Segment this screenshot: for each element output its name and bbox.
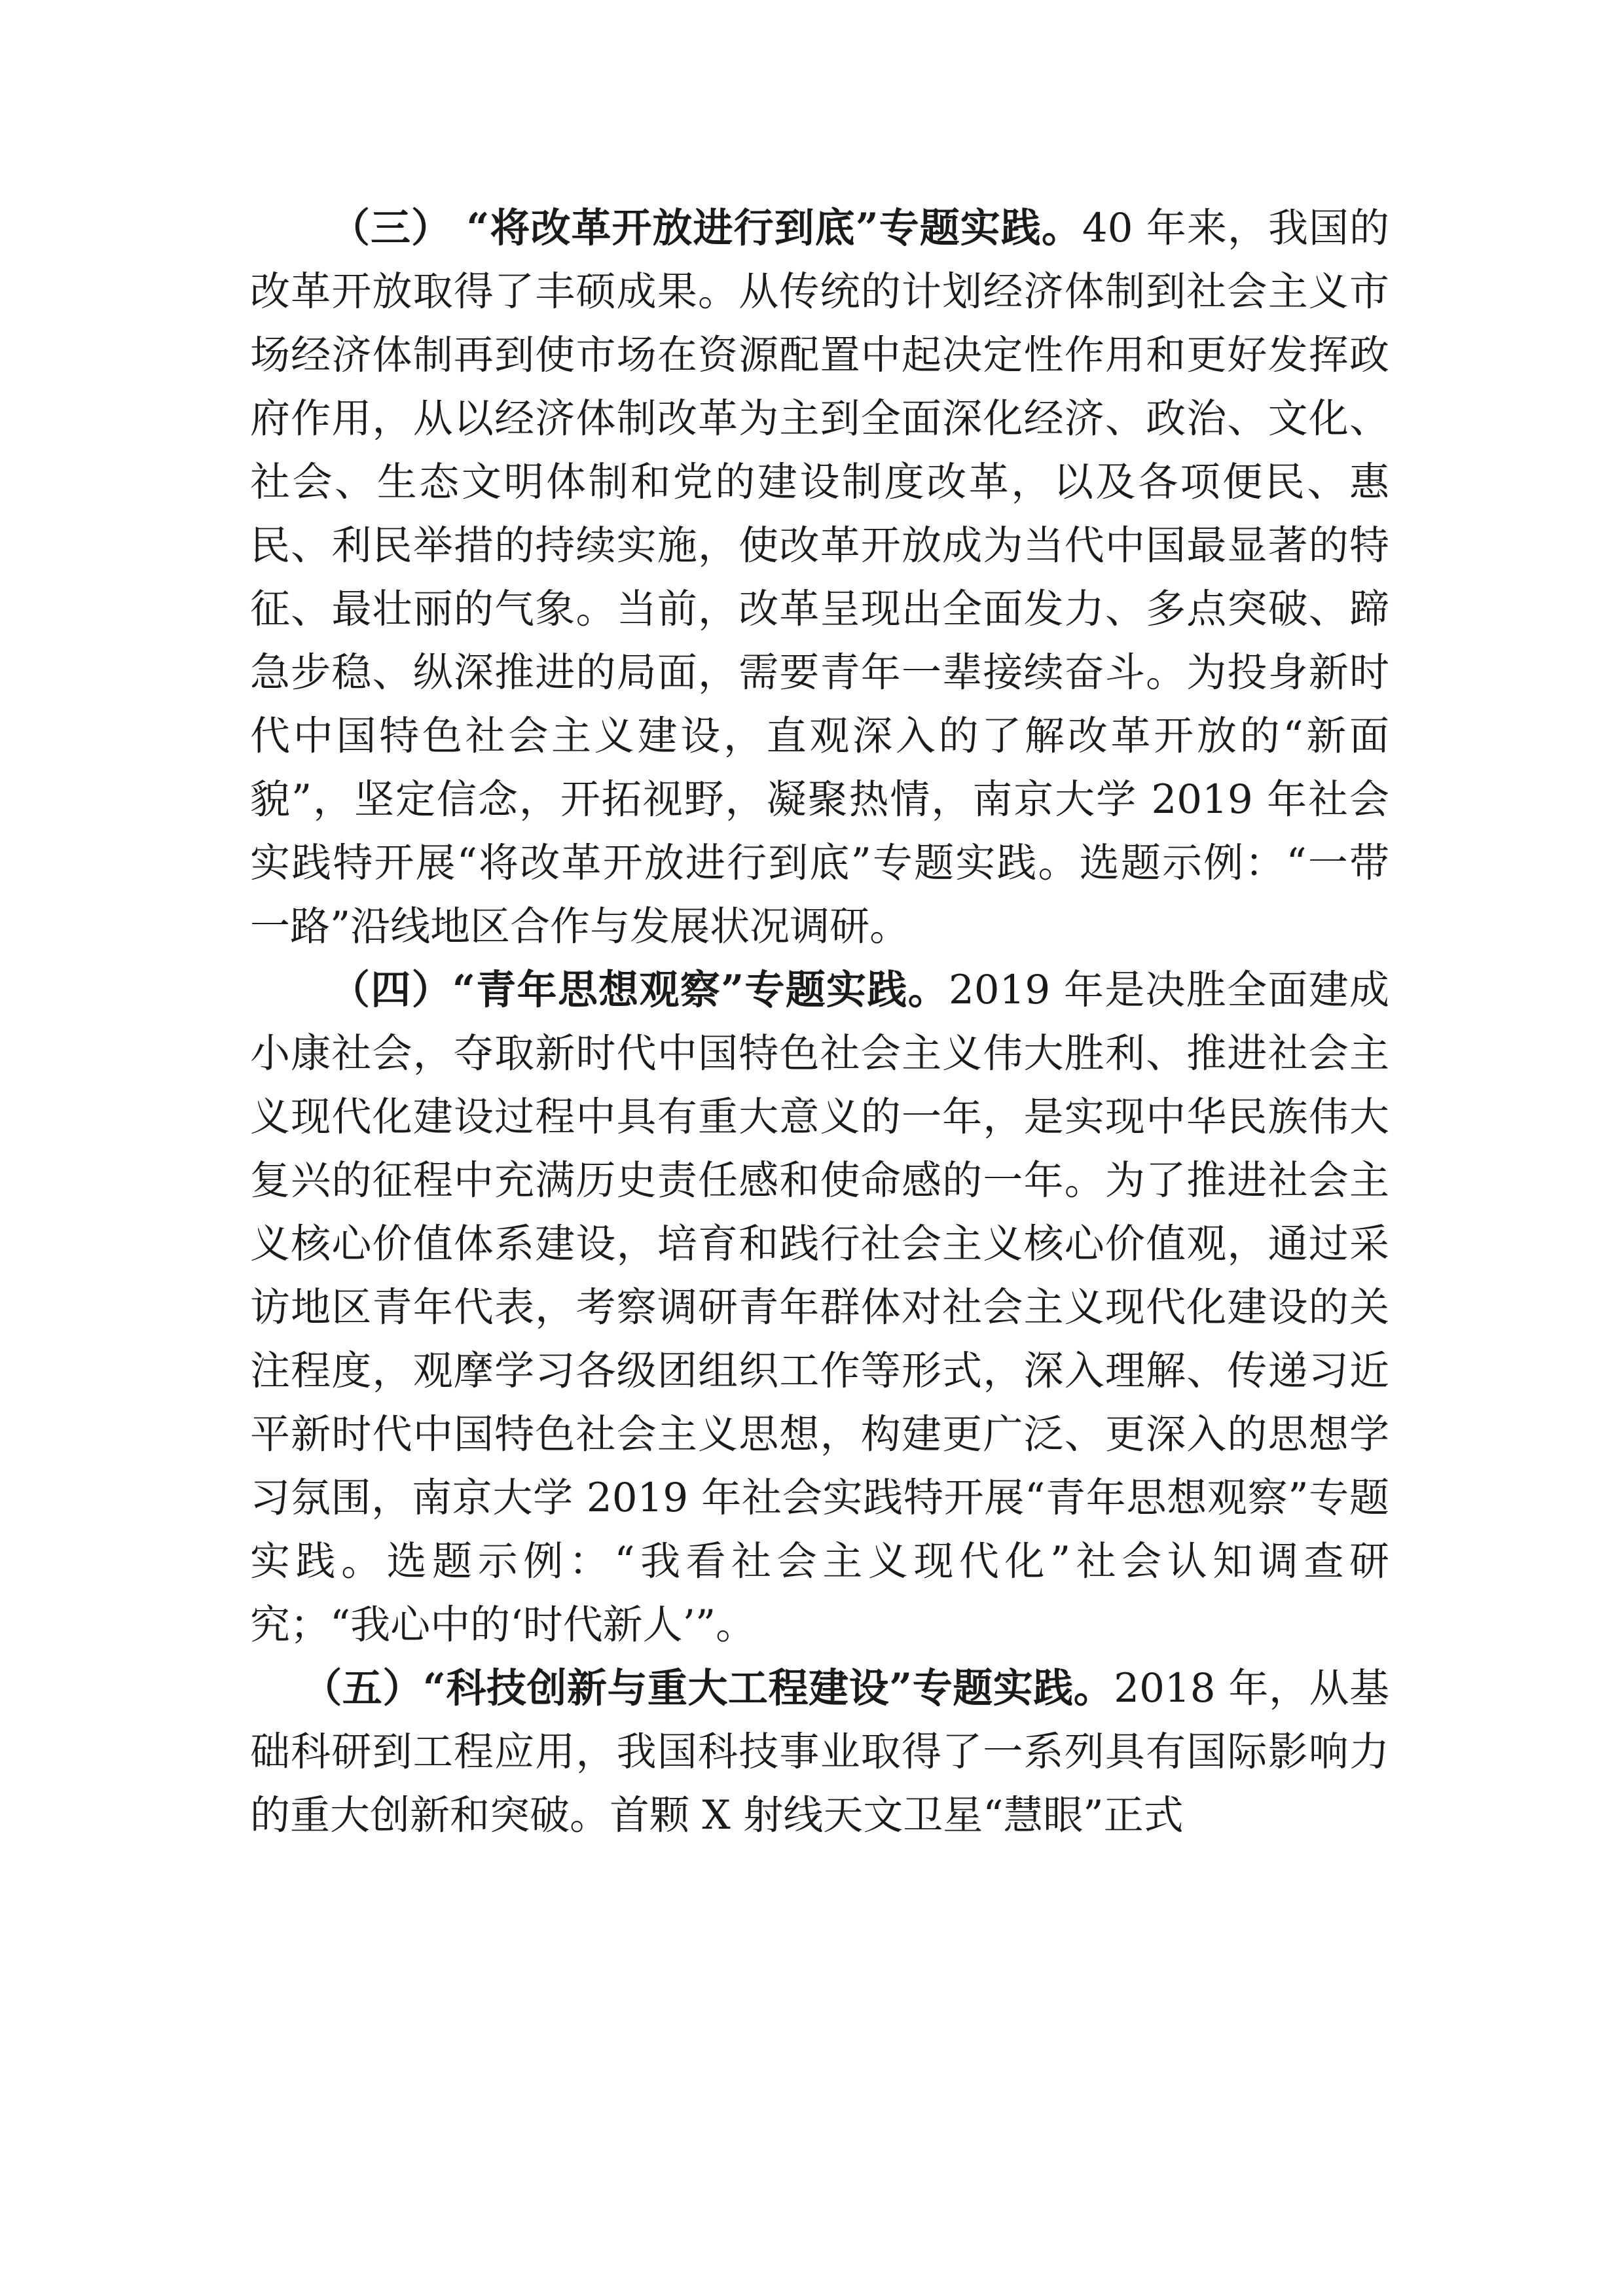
section-3-heading: （三） “将改革开放进行到底”专题实践。 bbox=[330, 205, 1082, 251]
section-4-heading: （四）“青年思想观察”专题实践。 bbox=[330, 967, 949, 1013]
section-5-paragraph bbox=[250, 1657, 1389, 1847]
section-3-paragraph bbox=[250, 196, 1389, 958]
document-page bbox=[250, 196, 1389, 1847]
section-3-body: 40 年来，我国的改革开放取得了丰硕成果。从传统的计划经济体制到社会主义市场经济体制再到使市场在资源配置中起决定性作用和更好发挥政府作用，从以经济体制改革为主到全面深化经济、政治、文化、社会、生态文明体制和党的建设制度改革，以及各项便民、惠民、利民举措的持续实施，使改革开放成为当代中国最显著的特征、最壮丽的气象。当前，改革呈现出全面发力、多点突破、蹄急步稳、纵深推进的局面，需要青年一辈接续奋斗。为投身新时代中国特色社会主义建设，直观深入的了解改革开放的“新面貌”，坚定信念，开拓视野，凝聚热情，南京大学 2019 年社会实践特开展“将改革开放进行到底”专题实践。选题示例：“一带一路”沿线地区合作与发展状况调研。 bbox=[250, 205, 1390, 950]
section-4-body: 2019 年是决胜全面建成小康社会，夺取新时代中国特色社会主义伟大胜利、推进社会主义现代化建设过程中具有重大意义的一年，是实现中华民族伟大复兴的征程中充满历史责任感和使命感的一年。为了推进社会主义核心价值体系建设，培育和践行社会主义核心价值观，通过采访地区青年代表，考察调研青年群体对社会主义现代化建设的关注程度，观摩学习各级团组织工作等形式，深入理解、传递习近平新时代中国特色社会主义思想，构建更广泛、更深入的思想学习氛围，南京大学 2019 年社会实践特开展“青年思想观察”专题实践。选题示例：“我看社会主义现代化”社会认知调查研究；“我心中的‘时代新人’”。 bbox=[250, 967, 1389, 1648]
section-5-heading: （五）“科技创新与重大工程建设”专题实践。 bbox=[302, 1665, 1114, 1712]
section-5-body: 2018 年，从基础科研到工程应用，我国科技事业取得了一系列具有国际影响力的重大创新和突破。首颗 X 射线天文卫星“慧眼”正式 bbox=[250, 1665, 1389, 1839]
section-4-paragraph bbox=[250, 958, 1389, 1657]
